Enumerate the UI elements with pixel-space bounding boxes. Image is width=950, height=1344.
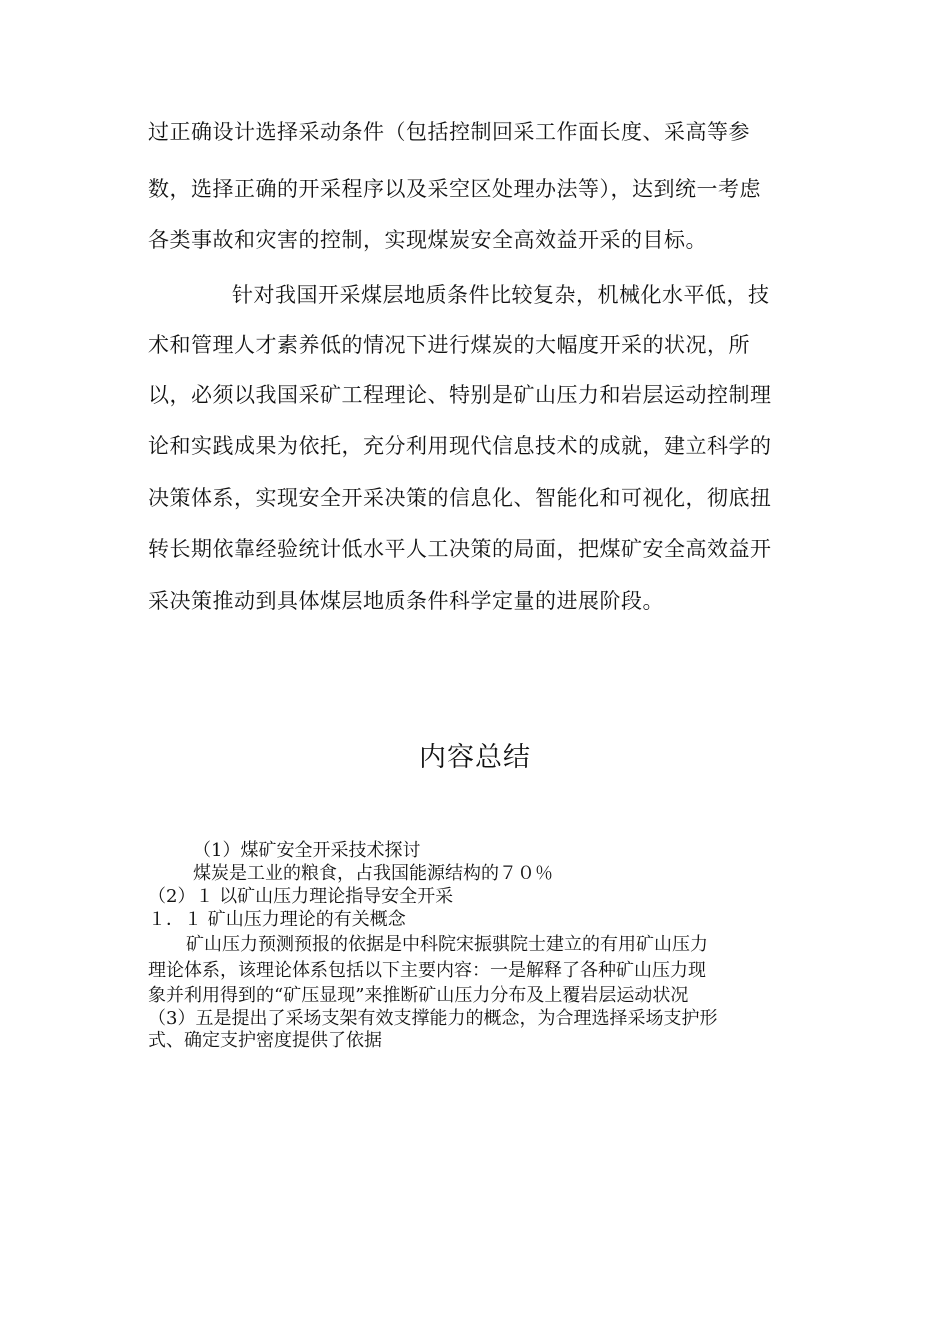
summary-line: 煤炭是工业的粮食，占我国能源结构的７０％ <box>193 863 553 884</box>
summary-line: （1）煤矿安全开采技术探讨 <box>193 840 421 861</box>
summary-line: １．１ 矿山压力理论的有关概念 <box>148 909 406 930</box>
body-paragraph-line: 以，必须以我国采矿工程理论、特别是矿山压力和岩层运动控制理 <box>148 383 772 407</box>
body-paragraph-line: 采决策推动到具体煤层地质条件科学定量的进展阶段。 <box>148 589 664 613</box>
body-paragraph-line: 各类事故和灾害的控制，实现煤炭安全高效益开采的目标。 <box>148 228 707 252</box>
body-paragraph-line: 决策体系，实现安全开采决策的信息化、智能化和可视化，彻底扭 <box>148 486 772 510</box>
summary-line: 矿山压力预测预报的依据是中科院宋振骐院士建立的有用矿山压力 <box>186 934 708 955</box>
summary-title: 内容总结 <box>419 742 531 773</box>
body-paragraph-line: 论和实践成果为依托，充分利用现代信息技术的成就，建立科学的 <box>148 434 772 458</box>
summary-line: 象并利用得到的“矿压显现”来推断矿山压力分布及上覆岩层运动状况 <box>148 985 689 1006</box>
body-paragraph-line-indented: 针对我国开采煤层地质条件比较复杂，机械化水平低，技 <box>232 283 770 307</box>
body-paragraph-line: 数，选择正确的开采程序以及采空区处理办法等），达到统一考虑 <box>148 177 761 201</box>
summary-line: （3）五是提出了采场支架有效支撑能力的概念，为合理选择采场支护形 <box>148 1008 718 1029</box>
body-paragraph-line: 转长期依靠经验统计低水平人工决策的局面，把煤矿安全高效益开 <box>148 537 772 561</box>
body-paragraph-line: 术和管理人才素养低的情况下进行煤炭的大幅度开采的状况，所 <box>148 333 750 357</box>
summary-line: （2）１ 以矿山压力理论指导安全开采 <box>148 886 454 907</box>
body-paragraph-line: 过正确设计选择采动条件（包括控制回采工作面长度、采高等参 <box>148 120 750 144</box>
summary-line: 式、确定支护密度提供了依据 <box>148 1030 382 1051</box>
summary-line: 理论体系，该理论体系包括以下主要内容：一是解释了各种矿山压力现 <box>148 960 706 981</box>
